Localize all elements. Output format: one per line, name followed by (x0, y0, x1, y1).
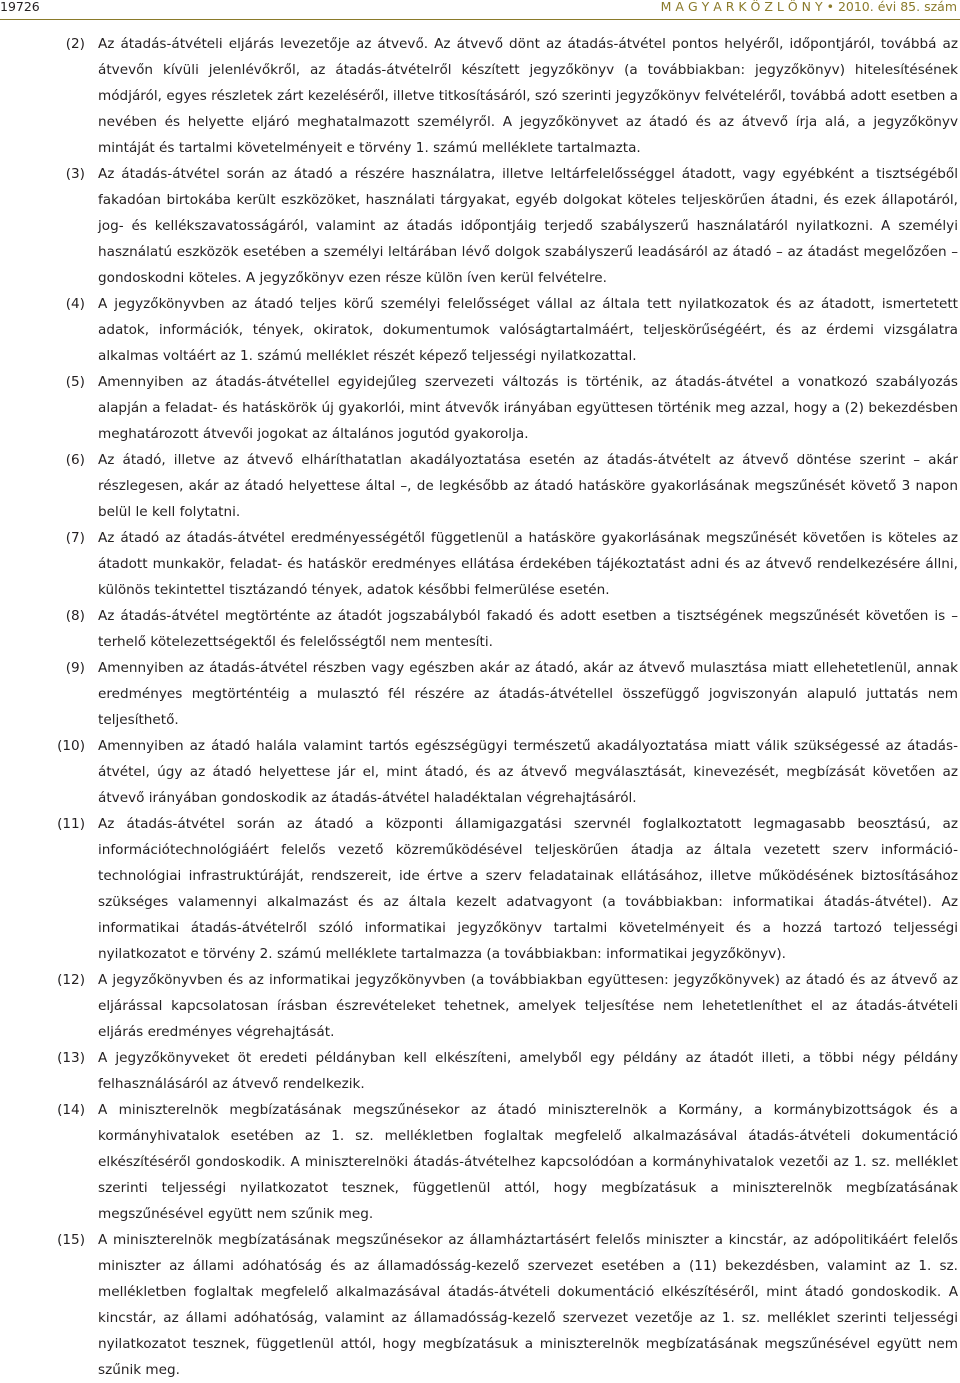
paragraph-10 (0, 733, 960, 811)
paragraph-number: (15) (57, 1232, 85, 1248)
paragraph-number: (12) (57, 972, 85, 988)
paragraph-12 (0, 967, 960, 1045)
page-number: 19726 (0, 0, 40, 14)
paragraph-number: (8) (65, 608, 85, 624)
paragraph-text: Az átadás-átvétel során az átadó a központi államigazgatási szervnél foglalkoztatott legmagasabb beosztású, az információtechnológiáért felelős vezető közreműködésével teljeskörűen átadja az általa vezetett szerv információ-technológiai infrastruktúráját, rendszereit, ide értve a szerv feladatainak ellátásához, illetve működésének biztosításához szükséges valamennyi alkalmazást és az általa kezelt adatvagyont (a továbbiakban: informatikai átadás-átvétel). Az informatikai átadás-átvételről szóló informatikai jegyzőkönyv tartalmi követelményeit és a hozzá tartozó teljességi nyilatkozatot e törvény 2. számú melléklete tartalmazza (a továbbiakban: informatikai jegyzőkönyv). (98, 816, 958, 962)
paragraph-6 (0, 447, 960, 525)
journal-info: M A G Y A R K Ö Z L Ö N Y • 2010. évi 85. szám (660, 0, 957, 14)
document-body (0, 31, 960, 1383)
paragraph-15 (0, 1227, 960, 1383)
paragraph-2 (0, 31, 960, 161)
paragraph-text: Az átadás-átvétel során az átadó a részére használatra, illetve leltárfelelősséggel átadott, vagy egyébként a tisztségéből fakadóan birtokába került eszközöket, használati tárgyakat, egyéb dolgokat köteles teljeskörűen átadni, és ezek állapotáról, jog- és kellékszavatosságáról, valamint az átadás időpontjáig terjedő szabályszerű használatáról nyilatkozni. A személyi használatú eszközök esetében a személyi leltárában lévő dolgok szabályszerű leadásáról az átadó – az átadást megelőzően – gondoskodni köteles. A jegyzőkönyv ezen része külön íven kerül felvételre. (98, 166, 958, 286)
paragraph-text: Az átadó az átadás-átvétel eredményességétől függetlenül a hatásköre gyakorlásának megszűnését követően is köteles az átadott munkakör, feladat- és hatáskör eredményes ellátása érdekében tájékoztatást adni és az átvevő rendelkezésére állni, különös tekintettel tisztázandó tények, adatok későbbi felmerülése esetén. (98, 530, 958, 598)
paragraph-11 (0, 811, 960, 967)
paragraph-4 (0, 291, 960, 369)
paragraph-number: (10) (57, 738, 85, 754)
paragraph-7 (0, 525, 960, 603)
paragraph-number: (2) (65, 36, 85, 52)
paragraph-number: (6) (65, 452, 85, 468)
paragraph-text: Az átadó, illetve az átvevő elháríthatatlan akadályoztatása esetén az átadás-átvételt az átvevő döntése szerint – akár részlegesen, akár az átadó helyettese által –, de legkésőbb az átadó hatásköre gyakorlásának megszűnését követő 3 napon belül le kell folytatni. (98, 452, 958, 520)
paragraph-text: Amennyiben az átadó halála valamint tartós egészségügyi természetű akadályoztatása miatt válik szükségessé az átadás-átvétel, úgy az átadó helyettese jár el, mint átadó, és az átvevő megválasztását, kinevezését, megbízását követően az átvevő irányában gondoskodik az átadás-átvétel haladéktalan végrehajtásáról. (98, 738, 958, 806)
header-divider (0, 19, 960, 20)
paragraph-text: A jegyzőkönyveket öt eredeti példányban kell elkészíteni, amelyből egy példány az átadót illeti, a többi négy példány felhasználásáról az átvevő rendelkezik. (98, 1050, 958, 1092)
paragraph-14 (0, 1097, 960, 1227)
paragraph-8 (0, 603, 960, 655)
paragraph-number: (7) (65, 530, 85, 546)
paragraph-5 (0, 369, 960, 447)
paragraph-text: A jegyzőkönyvben és az informatikai jegyzőkönyvben (a továbbiakban együttesen: jegyzőkönyvek) az átadó és az átvevő az eljárással kapcsolatosan írásban észrevételeket tehetnek, amelyek teljesítése nem lehetetleníthet el az átadás-átvételi eljárás eredményes végrehajtását. (98, 972, 958, 1040)
paragraph-text: A miniszterelnök megbízatásának megszűnésekor az átadó miniszterelnök a Kormány, a kormánybizottságok és a kormányhivatalok esetében az 1. sz. mellékletben foglaltak megfelelő alkalmazásával átadás-átvételi dokumentáció elkészítéséről gondoskodik. A miniszterelnöki átadás-átvételhez kapcsolódóan a kormányhivatalok vezetői az 1. sz. melléklet szerinti teljességi nyilatkozatot tesznek, függetlenül attól, hogy megbízatásuk a miniszterelnök megbízatásának megszűnésével együtt nem szűnik meg. (98, 1102, 958, 1222)
paragraph-number: (14) (57, 1102, 85, 1118)
paragraph-number: (3) (65, 166, 85, 182)
paragraph-text: Amennyiben az átadás-átvétel részben vagy egészben akár az átadó, akár az átvevő mulasztása miatt ellehetetlenül, annak eredményes megtörténtéig a mulasztó fél részére az átadás-átvétellel összefüggő jogviszonyán alapuló juttatás nem teljesíthető. (98, 660, 958, 728)
paragraph-number: (4) (65, 296, 85, 312)
page-header (0, 0, 960, 14)
paragraph-number: (11) (57, 816, 85, 832)
paragraph-number: (13) (57, 1050, 85, 1066)
paragraph-text: Az átadás-átvételi eljárás levezetője az átvevő. Az átvevő dönt az átadás-átvétel pontos helyéről, időpontjáról, továbbá az átvevőn kívüli jelenlévőkről, az átadás-átvételről készített jegyzőkönyv (a továbbiakban: jegyzőkönyv) hitelesítésének módjáról, egyes részletek zárt kezeléséről, illetve titkosításáról, szó szerinti jegyzőkönyv felvételéről, továbbá adott esetben a nevében és helyette eljáró meghatalmazott személyről. A jegyzőkönyvet az átadó és az átvevő írja alá, a jegyzőkönyv mintáját és tartalmi követelményeit e törvény 1. számú melléklete tartalmazta. (98, 36, 958, 156)
paragraph-number: (5) (65, 374, 85, 390)
paragraph-text: A miniszterelnök megbízatásának megszűnésekor az államháztartásért felelős miniszter a kincstár, az adópolitikáért felelős miniszter az állami adóhatóság és az államadósság-kezelő szervezet esetében a (11) bekezdésben, valamint az 1. sz. mellékletben foglaltak megfelelő alkalmazásával átadás-átvételi dokumentáció elkészítéséről, mint átadó gondoskodik. A kincstár, az állami adóhatóság, valamint az államadósság-kezelő szervezet vezetője az 1. sz. melléklet szerinti teljességi nyilatkozatot tesznek, függetlenül attól, hogy megbízatásuk a miniszterelnök megbízatásának megszűnésével együtt nem szűnik meg. (98, 1232, 958, 1378)
paragraph-9 (0, 655, 960, 733)
paragraph-text: Amennyiben az átadás-átvétellel egyidejűleg szervezeti változás is történik, az átadás-átvétel a vonatkozó szabályozás alapján a feladat- és hatáskörök új gyakorlói, mint átvevők irányában együttesen történik meg azzal, hogy a (2) bekezdésben meghatározott átvevői jogokat az általános jogutód gyakorolja. (98, 374, 958, 442)
paragraph-text: A jegyzőkönyvben az átadó teljes körű személyi felelősséget vállal az általa tett nyilatkozatok és az átadott, ismertetett adatok, információk, tények, okiratok, dokumentumok valóságtartalmáért, teljeskörűségéért, és az érdemi vizsgálatra alkalmas voltáért az 1. számú melléklet részét képező teljességi nyilatkozattal. (98, 296, 958, 364)
paragraph-3 (0, 161, 960, 291)
paragraph-text: Az átadás-átvétel megtörténte az átadót jogszabályból fakadó és adott esetben a tisztségének megszűnését követően is – terhelő kötelezettségektől és felelősségtől nem mentesíti. (98, 608, 958, 650)
paragraph-number: (9) (65, 660, 85, 676)
paragraph-13 (0, 1045, 960, 1097)
